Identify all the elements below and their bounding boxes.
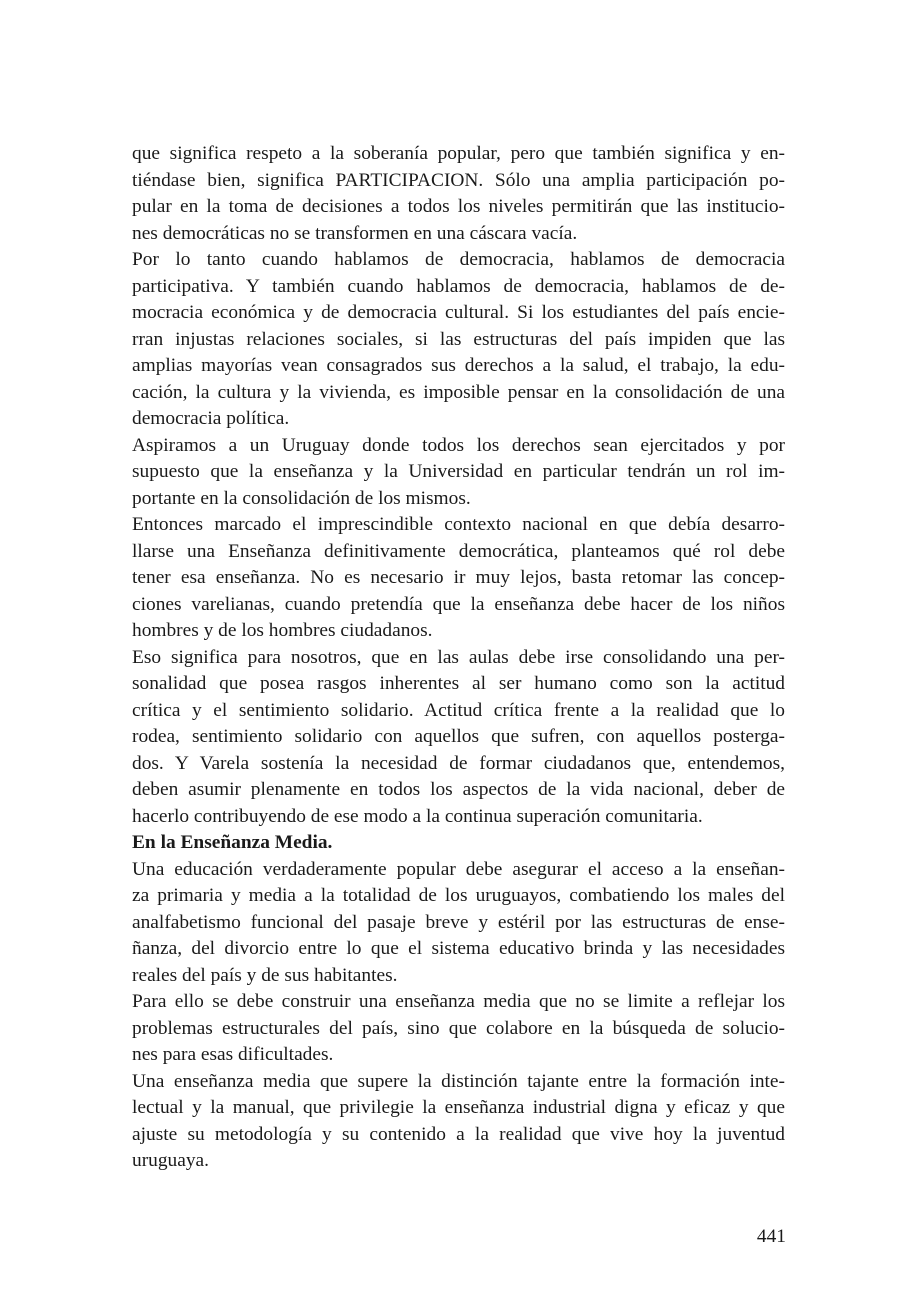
paragraph: [132, 857, 785, 990]
page-number: 441: [756, 1226, 786, 1247]
text-line: ñanza, del divorcio entre lo que el sistema educativo brinda y las necesidades: [132, 938, 785, 959]
text-line: cación, la cultura y la vivienda, es imposible pensar en la consolidación de una: [132, 381, 785, 403]
text-line: analfabetismo funcional del pasaje breve y estéril por las estructuras de ense-: [132, 911, 785, 933]
text-line: democracia política.: [132, 408, 290, 429]
text-line: rodea, sentimiento solidario con aquellos que sufren, con aquellos posterga-: [132, 726, 785, 747]
section-heading: En la Enseñanza Media.: [132, 832, 333, 853]
text-line: Una educación verdaderamente popular debe asegurar el acceso a la enseñan-: [132, 858, 785, 880]
text-line: participativa. Y también cuando hablamos de democracia, hablamos de de-: [132, 275, 785, 297]
body-text: [132, 141, 785, 1175]
text-line: hacerlo contribuyendo de ese modo a la continua superación comunitaria.: [132, 805, 703, 827]
text-line: mocracia económica y de democracia cultural. Si los estudiantes del país encie-: [132, 302, 785, 323]
text-line: Eso significa para nosotros, que en las aulas debe irse consolidando una per-: [132, 646, 785, 668]
text-line: Por lo tanto cuando hablamos de democracia, hablamos de democracia: [132, 249, 785, 270]
paragraph: [132, 989, 785, 1069]
text-line: nes democráticas no se transformen en una cáscara vacía.: [132, 222, 578, 244]
text-line: que significa respeto a la soberanía popular, pero que también significa y en-: [132, 143, 785, 164]
text-line: deben asumir plenamente en todos los aspectos de la vida nacional, deber de: [132, 779, 785, 800]
paragraph: [132, 645, 785, 831]
text-line: Para ello se debe construir una enseñanza media que no se limite a reflejar los: [132, 991, 785, 1012]
text-line: reales del país y de sus habitantes.: [132, 964, 398, 986]
paragraph: [132, 1069, 785, 1175]
text-line: crítica y el sentimiento solidario. Actitud crítica frente a la realidad que lo: [132, 699, 785, 721]
text-line: sonalidad que posea rasgos inherentes al ser humano como son la actitud: [132, 673, 785, 694]
text-line: rran injustas relaciones sociales, si las estructuras del país impiden que las: [132, 328, 785, 350]
text-line: portante en la consolidación de los mismos.: [132, 487, 471, 509]
text-line: tiéndase bien, significa PARTICIPACION. Sólo una amplia participación po-: [132, 169, 785, 191]
text-line: ajuste su metodología y su contenido a la realidad que vive hoy la juventud: [132, 1123, 785, 1145]
text-line: amplias mayorías vean consagrados sus derechos a la salud, el trabajo, la edu-: [132, 355, 785, 376]
text-line: llarse una Enseñanza definitivamente democrática, planteamos qué rol debe: [132, 540, 785, 562]
text-line: pular en la toma de decisiones a todos los niveles permitirán que las institucio-: [132, 196, 785, 217]
text-line: Una enseñanza media que supere la distinción tajante entre la formación inte-: [132, 1070, 785, 1092]
text-line: ciones varelianas, cuando pretendía que la enseñanza debe hacer de los niños: [132, 593, 785, 615]
text-line: supuesto que la enseñanza y la Universidad en particular tendrán un rol im-: [132, 461, 785, 482]
text-line: Aspiramos a un Uruguay donde todos los derechos sean ejercitados y por: [132, 434, 785, 456]
text-line: uruguaya.: [132, 1150, 209, 1171]
text-line: nes para esas dificultades.: [132, 1044, 334, 1065]
text-line: za primaria y media a la totalidad de los uruguayos, combatiendo los males del: [132, 885, 785, 906]
text-line: problemas estructurales del país, sino que colabore en la búsqueda de solucio-: [132, 1017, 785, 1039]
paragraph: [132, 247, 785, 433]
text-line: dos. Y Varela sostenía la necesidad de formar ciudadanos que, entendemos,: [132, 752, 785, 774]
text-line: lectual y la manual, que privilegie la enseñanza industrial digna y eficaz y que: [132, 1097, 785, 1118]
text-line: tener esa enseñanza. No es necesario ir muy lejos, basta retomar las concep-: [132, 567, 785, 588]
paragraph: [132, 433, 785, 513]
paragraph: [132, 141, 785, 247]
paragraph: [132, 512, 785, 645]
text-line: hombres y de los hombres ciudadanos.: [132, 620, 433, 641]
text-line: Entonces marcado el imprescindible contexto nacional en que debía desarro-: [132, 514, 785, 535]
